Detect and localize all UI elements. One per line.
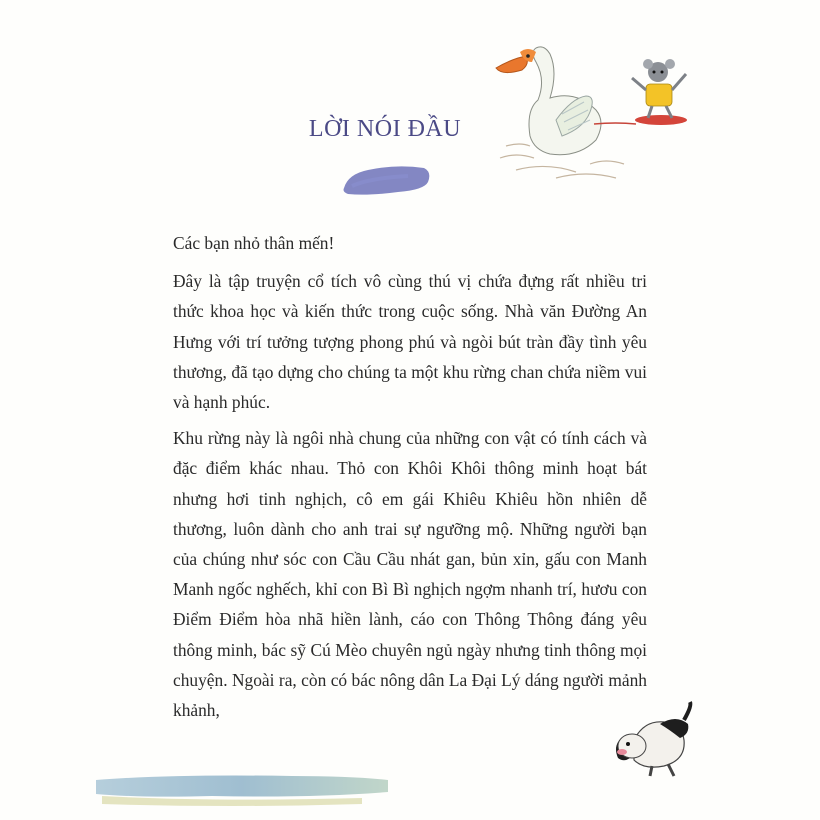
preface-body	[173, 228, 647, 731]
bottom-watercolor-band	[92, 768, 392, 808]
goose-mouse-illustration	[486, 40, 701, 185]
puppy-illustration	[604, 700, 704, 780]
title-watercolor-smudge	[338, 160, 434, 200]
greeting: Các bạn nhỏ thân mến!	[173, 233, 335, 253]
paragraph-1: Đây là tập truyện cổ tích vô cùng thú vị chứa đựng rất nhiều tri thức khoa học và kiến thức trong cuộc sống. Nhà văn Đường An Hưng với trí tưởng tượng phong phú và ngòi bút tràn đầy tình yêu thương, đã tạo dựng cho chúng ta một khu rừng chan chứa niềm vui và hạnh phúc.	[173, 271, 647, 413]
paragraph-2: Khu rừng này là ngôi nhà chung của những con vật có tính cách và đặc điểm khác nhau. Thỏ con Khôi Khôi thông minh hoạt bát nhưng hơi tinh nghịch, cô em gái Khiêu Khiêu hồn nhiên dễ thương, luôn dành cho anh trai sự ngưỡng mộ. Những người bạn của chúng như sóc con Cầu Cầu nhát gan, bủn xỉn, gấu con Manh Manh ngốc nghếch, khỉ con Bì Bì nghịch ngợm nhanh trí, hươu con Điểm Điểm hòa nhã hiền lành, cáo con Thông Thông đáng yêu thông minh, bác sỹ Cú Mèo chuyên ngủ ngày nhưng tinh thông mọi chuyện. Ngoài ra, còn có bác nông dân La Đại Lý dáng người mảnh khảnh,	[173, 428, 647, 721]
page-title: LỜI NÓI ĐẦU	[308, 116, 462, 142]
